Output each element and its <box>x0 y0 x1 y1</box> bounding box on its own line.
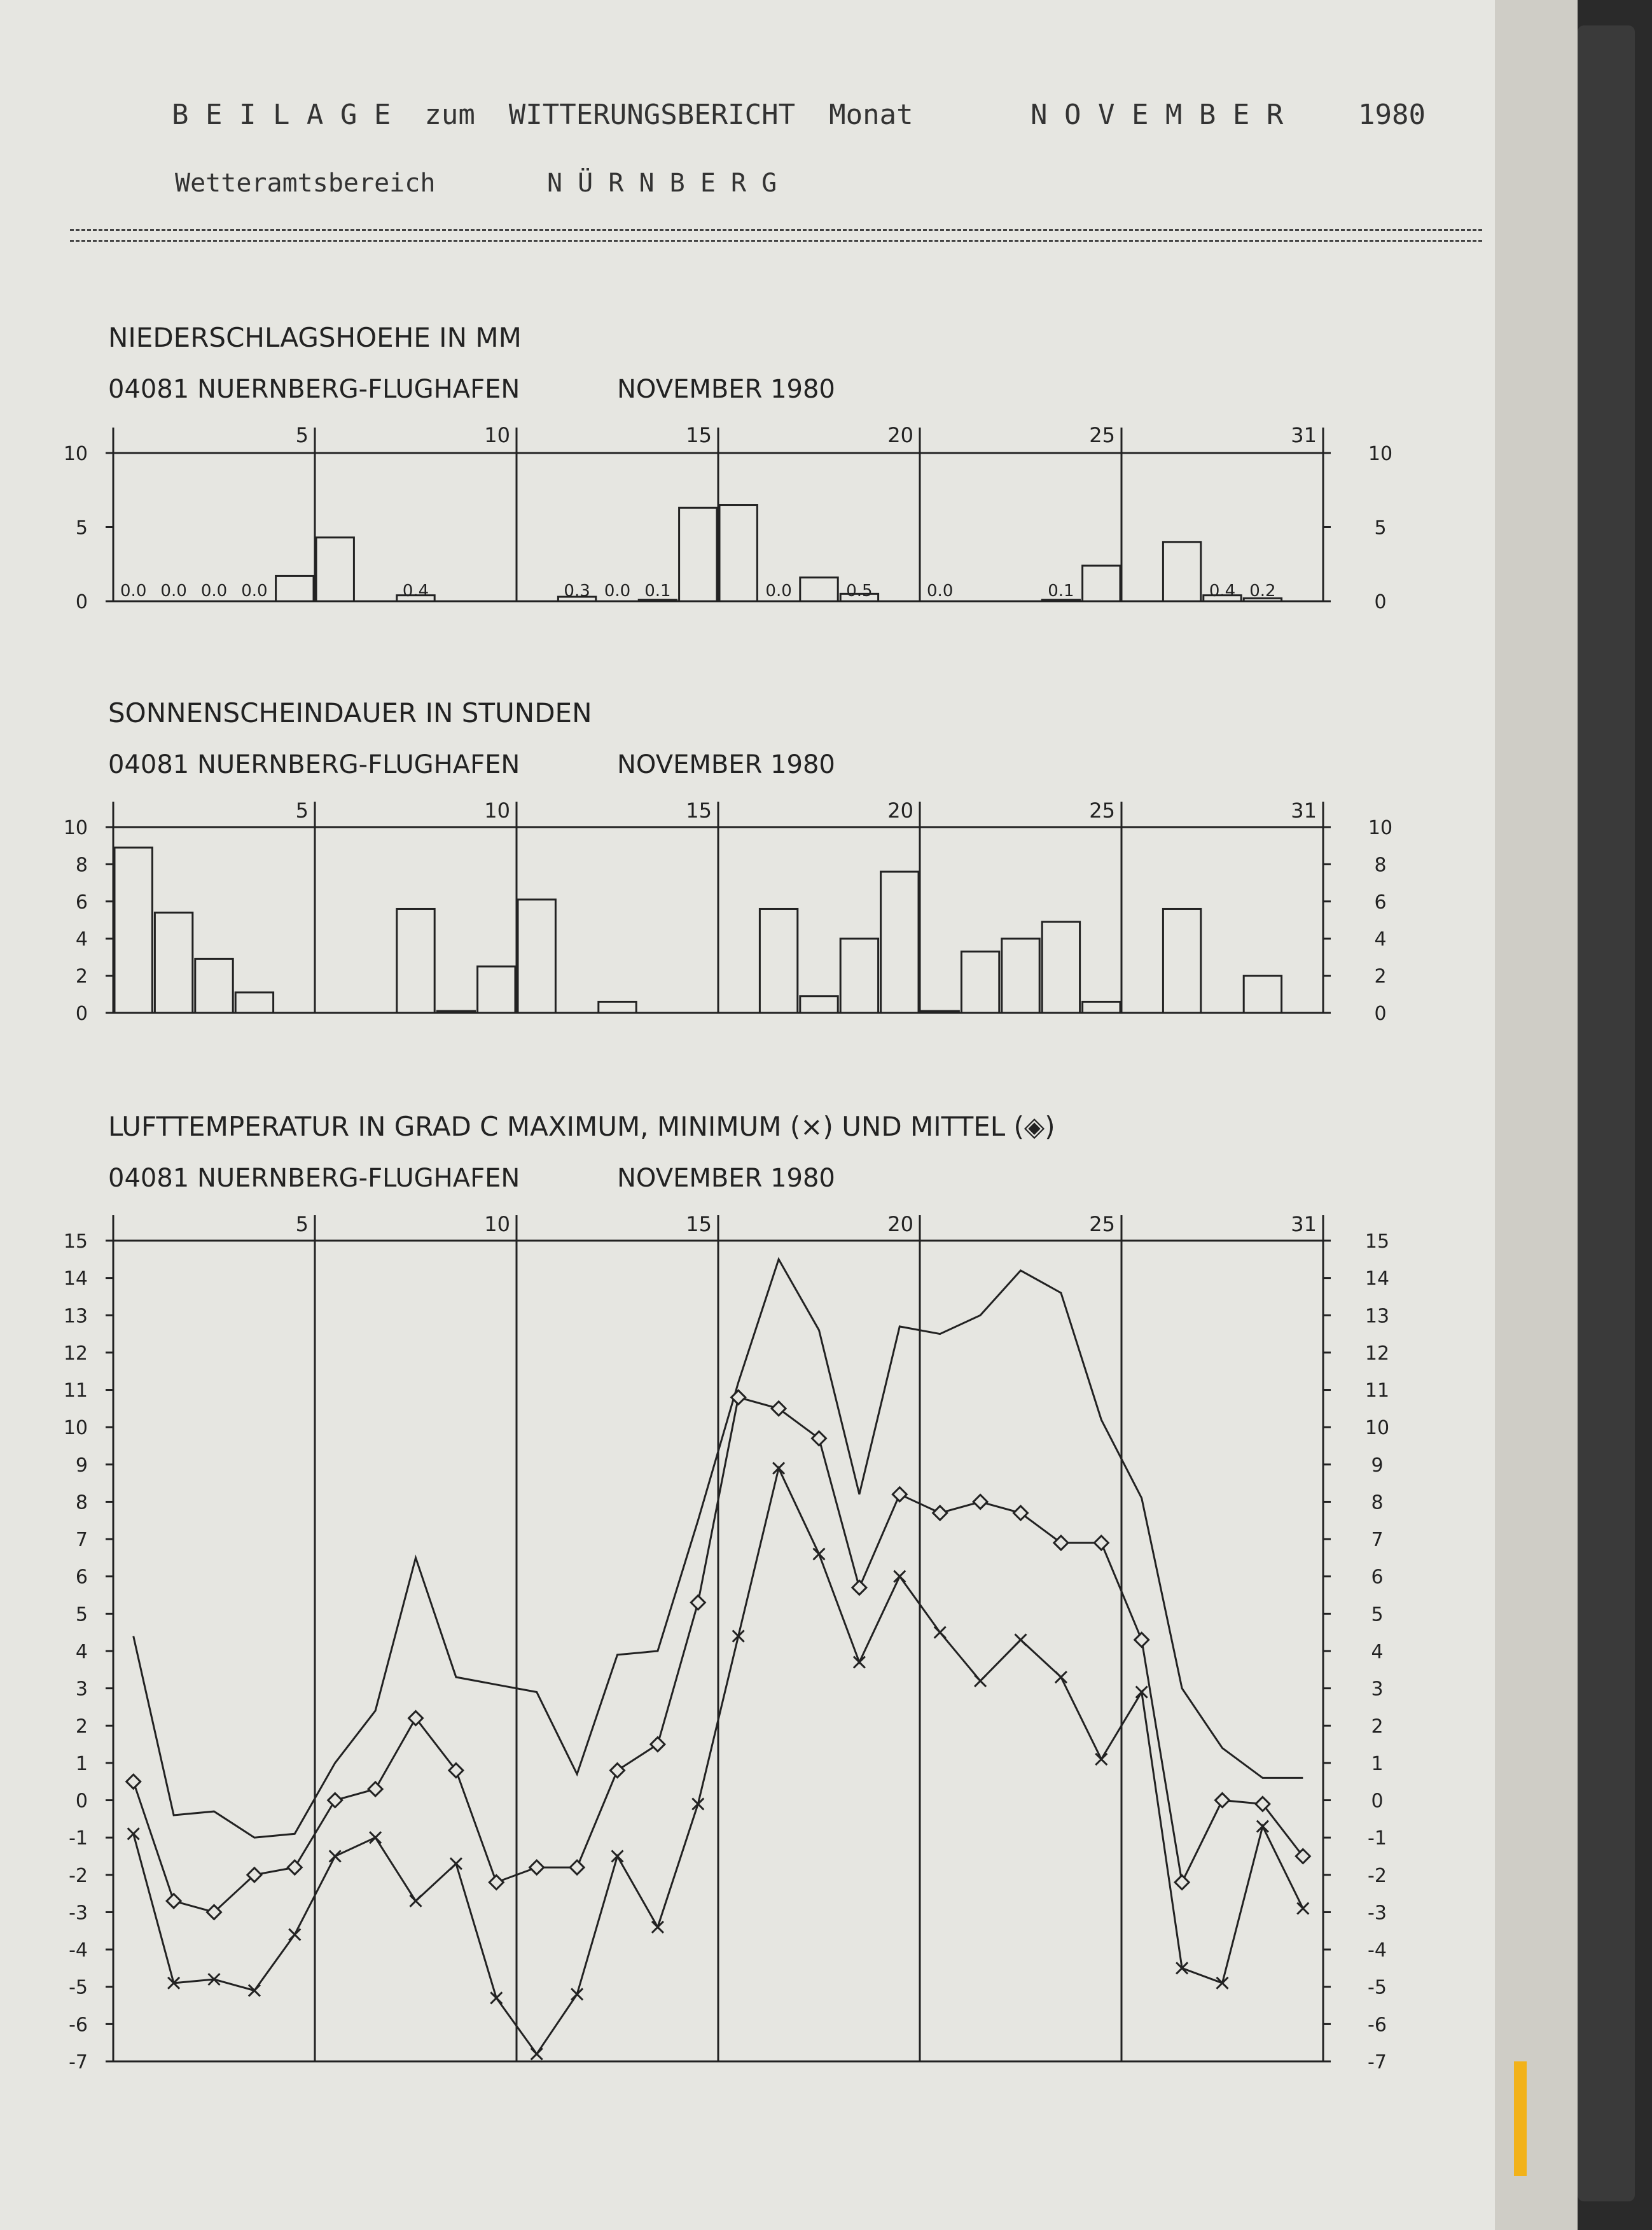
chart3-mean-marker-day-26 <box>1135 1633 1149 1647</box>
chart2-bar-day-2 <box>155 912 192 1013</box>
chart3-ytick-label-left: 12 <box>63 1342 88 1365</box>
chart3-ytick-label-right: 0 <box>1371 1790 1384 1813</box>
chart3-min-marker-day-8 <box>410 1895 422 1907</box>
chart3-min-marker-day-7 <box>370 1832 381 1843</box>
chart3-mean-marker-day-11 <box>530 1860 544 1874</box>
chart3-mean-marker-day-5 <box>288 1860 302 1874</box>
chart1-xtick-15: 15 <box>686 423 712 447</box>
chart3-ytick-label-right: 6 <box>1371 1566 1384 1589</box>
chart3-ytick-label-left: -5 <box>69 1976 88 1999</box>
chart3-ytick-label-left: 1 <box>75 1752 88 1775</box>
chart1-bar-day-27 <box>1163 542 1200 601</box>
chart2-bar-day-24 <box>1042 922 1079 1013</box>
chart1-data-label-day-4: 0.0 <box>241 582 268 601</box>
chart3-ytick-label-right: 9 <box>1371 1454 1384 1477</box>
chart2-ytick-label-left: 2 <box>75 965 88 988</box>
chart2-bar-day-22 <box>961 952 999 1013</box>
chart3-min-marker-day-20 <box>894 1571 905 1582</box>
chart2-station: 04081 NUERNBERG-FLUGHAFEN <box>108 750 520 779</box>
chart3-ytick-label-left: 5 <box>75 1603 88 1626</box>
chart2-bar-day-20 <box>881 872 919 1013</box>
chart3-ytick-label-left: -2 <box>69 1864 88 1887</box>
chart3-min-marker-day-14 <box>652 1921 663 1933</box>
chart3-mean-marker-day-1 <box>127 1774 141 1788</box>
chart3-min-marker-day-30 <box>1297 1903 1308 1914</box>
chart2-xtick-20: 20 <box>887 798 913 823</box>
chart3-ytick-label-right: 7 <box>1371 1529 1384 1552</box>
chart2-bar-day-29 <box>1244 976 1281 1013</box>
chart3-ytick-label-left: -4 <box>69 1939 88 1962</box>
header-year: 1980 <box>1358 99 1426 131</box>
chart3-mean-marker-day-25 <box>1094 1536 1108 1550</box>
chart1-data-label-day-24: 0.1 <box>1048 582 1074 601</box>
chart3-ytick-label-right: -3 <box>1368 1902 1387 1925</box>
chart1-xtick-20: 20 <box>887 423 913 447</box>
chart3-min-marker-day-4 <box>249 1985 260 1997</box>
chart1-ytick-label-left: 10 <box>63 443 88 465</box>
chart3-ytick-label-right: -5 <box>1368 1976 1387 1999</box>
chart1-ytick-label-right: 0 <box>1374 591 1387 613</box>
chart3-ytick-label-left: 11 <box>63 1379 88 1402</box>
chart1-xtick-31: 31 <box>1291 423 1317 447</box>
chart3-min-marker-day-25 <box>1095 1753 1107 1765</box>
chart3-mean-marker-day-20 <box>892 1488 906 1502</box>
chart1-title: NIEDERSCHLAGSHOEHE IN MM <box>108 322 522 353</box>
chart3-mean-marker-day-27 <box>1175 1876 1189 1890</box>
chart3-ytick-label-right: 15 <box>1364 1230 1390 1253</box>
chart3-ytick-label-left: 3 <box>75 1678 88 1701</box>
chart1-bar-day-6 <box>316 538 354 601</box>
chart2-ytick-label-right: 10 <box>1368 817 1393 839</box>
chart1-data-label-day-8: 0.4 <box>402 582 429 601</box>
chart3-title: LUFTTEMPERATUR IN GRAD C MAXIMUM, MINIMUM (×) UND MITTEL (◈) <box>108 1111 1055 1142</box>
header-month: N O V E M B E R <box>1031 99 1284 131</box>
chart2-ytick-label-left: 0 <box>75 1003 88 1025</box>
chart3-ytick-label-right: -7 <box>1368 2051 1387 2073</box>
chart3-period: NOVEMBER 1980 <box>617 1164 835 1193</box>
chart2-xtick-25: 25 <box>1089 798 1115 823</box>
chart3-ytick-label-right: 14 <box>1364 1267 1390 1290</box>
chart1-data-label-day-1: 0.0 <box>120 582 147 601</box>
chart3-min-marker-day-10 <box>490 1992 502 2004</box>
chart3-ytick-label-left: 6 <box>75 1566 88 1589</box>
chart2-bar-day-27 <box>1163 909 1200 1013</box>
chart3-mean-marker-day-19 <box>852 1580 866 1594</box>
chart1-station: 04081 NUERNBERG-FLUGHAFEN <box>108 375 520 404</box>
chart2-ytick-label-right: 8 <box>1374 854 1387 877</box>
chart2-ytick-label-left: 10 <box>63 817 88 839</box>
chart3-mean-marker-day-21 <box>933 1506 947 1520</box>
chart3-mean-marker-day-23 <box>1014 1506 1028 1520</box>
chart3-ytick-label-right: -4 <box>1368 1939 1387 1962</box>
chart3-ytick-label-right: 8 <box>1371 1491 1384 1514</box>
chart3-ytick-label-left: 10 <box>63 1417 88 1440</box>
chart2-bar-day-1 <box>115 847 152 1013</box>
chart2-bar-day-4 <box>235 993 273 1013</box>
chart2-ytick-label-right: 2 <box>1374 965 1387 988</box>
chart3-mean-marker-day-7 <box>368 1782 382 1796</box>
chart2-bar-day-11 <box>518 900 555 1013</box>
chart3-ytick-label-right: 1 <box>1371 1752 1384 1775</box>
chart1-ytick-label-right: 5 <box>1374 517 1387 540</box>
chart3-min-marker-day-22 <box>975 1675 986 1687</box>
chart3-ytick-label-left: 9 <box>75 1454 88 1477</box>
chart3-ytick-label-right: 5 <box>1371 1603 1384 1626</box>
chart3-min-marker-day-29 <box>1257 1821 1268 1832</box>
chart3-mean-marker-day-17 <box>772 1402 786 1416</box>
chart3-mean-marker-day-12 <box>570 1860 584 1874</box>
chart1-data-label-day-29: 0.2 <box>1249 582 1276 601</box>
chart3-ytick-label-right: -1 <box>1368 1827 1387 1850</box>
chart2-bar-day-17 <box>760 909 797 1013</box>
chart3-min-marker-day-11 <box>531 2048 543 2059</box>
chart3-ytick-label-left: -1 <box>69 1827 88 1850</box>
chart2-bar-day-9 <box>437 1011 475 1013</box>
chart2-bar-day-19 <box>840 938 878 1013</box>
chart3-xtick-25: 25 <box>1089 1212 1115 1236</box>
chart3-mean-marker-day-10 <box>489 1876 503 1890</box>
chart1-data-label-day-13: 0.0 <box>604 582 631 601</box>
chart3-min-marker-day-28 <box>1217 1977 1228 1989</box>
chart3-mean-marker-day-24 <box>1054 1536 1068 1550</box>
chart1-period: NOVEMBER 1980 <box>617 375 835 404</box>
region-name: N Ü R N B E R G <box>547 169 777 198</box>
chart3-ytick-label-right: 4 <box>1371 1641 1384 1663</box>
region-label: Wetteramtsbereich <box>175 169 436 198</box>
chart3-mean-marker-day-13 <box>611 1764 625 1778</box>
chart2-bar-day-8 <box>397 909 434 1013</box>
chart3-mean-marker-day-22 <box>973 1495 987 1509</box>
chart3-ytick-label-left: 8 <box>75 1491 88 1514</box>
chart3-mean-marker-day-18 <box>812 1432 826 1446</box>
chart1-data-label-day-17: 0.0 <box>765 582 792 601</box>
chart2-ytick-label-right: 4 <box>1374 928 1387 951</box>
chart3-min-marker-day-12 <box>571 1988 583 2000</box>
chart3-ytick-label-right: 12 <box>1364 1342 1390 1365</box>
chart1-data-label-day-28: 0.4 <box>1209 582 1236 601</box>
chart3-min-marker-day-13 <box>612 1851 623 1862</box>
chart3-ytick-label-right: 2 <box>1371 1715 1384 1738</box>
header-title: B E I L A G E zum WITTERUNGSBERICHT Monat <box>172 99 913 131</box>
chart3-mean-marker-day-15 <box>691 1596 705 1610</box>
chart3-min-marker-day-18 <box>814 1549 825 1560</box>
chart2-bar-day-21 <box>921 1011 959 1013</box>
chart3-ytick-label-left: 15 <box>63 1230 88 1253</box>
chart3-min-marker-day-9 <box>450 1858 462 1869</box>
chart3-ytick-label-right: 13 <box>1364 1305 1390 1328</box>
chart1-bar-day-15 <box>679 508 717 601</box>
chart2-bar-day-10 <box>478 966 515 1013</box>
chart1-ytick-label-left: 0 <box>75 591 88 613</box>
chart2-xtick-31: 31 <box>1291 798 1317 823</box>
chart3-ytick-label-left: 4 <box>75 1641 88 1663</box>
chart3-xtick-31: 31 <box>1291 1212 1317 1236</box>
chart1-data-label-day-14: 0.1 <box>644 582 671 601</box>
chart3-ytick-label-left: 7 <box>75 1529 88 1552</box>
chart3-ytick-label-left: 2 <box>75 1715 88 1738</box>
chart3-min-marker-day-5 <box>289 1929 300 1941</box>
chart3-ytick-label-left: -7 <box>69 2051 88 2073</box>
chart1-bar-day-25 <box>1083 566 1120 601</box>
chart3-ytick-label-right: 10 <box>1364 1417 1390 1440</box>
chart2-bar-day-13 <box>599 1001 636 1013</box>
chart3-ytick-label-left: -3 <box>69 1902 88 1925</box>
chart2-ytick-label-right: 6 <box>1374 891 1387 914</box>
chart3-mean-marker-day-2 <box>167 1894 181 1908</box>
chart2-ytick-label-left: 6 <box>75 891 88 914</box>
chart2-period: NOVEMBER 1980 <box>617 750 835 779</box>
chart3-min-marker-day-21 <box>934 1627 946 1638</box>
chart3-mean-marker-day-28 <box>1216 1794 1230 1808</box>
chart3-xtick-5: 5 <box>295 1212 309 1236</box>
chart2-bar-day-23 <box>1002 938 1039 1013</box>
chart2-bar-day-25 <box>1083 1001 1120 1013</box>
chart1-bar-day-5 <box>276 576 314 601</box>
chart3-ytick-label-left: 13 <box>63 1305 88 1328</box>
chart1-data-label-day-12: 0.3 <box>564 582 590 601</box>
chart2-title: SONNENSCHEINDAUER IN STUNDEN <box>108 697 592 728</box>
chart3-ytick-label-right: -2 <box>1368 1864 1387 1887</box>
chart3-min-marker-day-6 <box>330 1851 341 1862</box>
chart1-bar-day-18 <box>800 578 838 601</box>
chart3-min-marker-day-1 <box>128 1828 139 1839</box>
chart2-xtick-5: 5 <box>295 798 309 823</box>
chart3-min-marker-day-24 <box>1055 1671 1067 1683</box>
chart3-mean-marker-day-14 <box>651 1738 665 1752</box>
chart3-xtick-15: 15 <box>686 1212 712 1236</box>
chart3-ytick-label-left: -6 <box>69 2014 88 2037</box>
chart1-ytick-label-left: 5 <box>75 517 88 540</box>
chart2-bar-day-18 <box>800 996 838 1013</box>
chart2-ytick-label-left: 8 <box>75 854 88 877</box>
chart1-ytick-label-right: 10 <box>1368 443 1393 465</box>
chart3-xtick-20: 20 <box>887 1212 913 1236</box>
chart2-xtick-15: 15 <box>686 798 712 823</box>
chart3-ytick-label-left: 0 <box>75 1790 88 1813</box>
chart3-ytick-label-right: 3 <box>1371 1678 1384 1701</box>
chart3-min-marker-day-23 <box>1015 1634 1027 1645</box>
chart1-data-label-day-21: 0.0 <box>927 582 954 601</box>
chart1-data-label-day-2: 0.0 <box>160 582 187 601</box>
chart1-xtick-10: 10 <box>484 423 510 447</box>
chart1-bar-day-16 <box>719 505 757 601</box>
chart3-min-marker-day-19 <box>854 1657 865 1668</box>
chart1-xtick-5: 5 <box>295 423 309 447</box>
chart1-data-label-day-3: 0.0 <box>200 582 228 601</box>
chart2-ytick-label-left: 4 <box>75 928 88 951</box>
chart2-xtick-10: 10 <box>484 798 510 823</box>
chart2-ytick-label-right: 0 <box>1374 1003 1387 1025</box>
chart3-ytick-label-right: 11 <box>1364 1379 1390 1402</box>
chart3-xtick-10: 10 <box>484 1212 510 1236</box>
chart3-ytick-label-right: -6 <box>1368 2014 1387 2037</box>
chart3-mean-marker-day-6 <box>328 1794 342 1808</box>
chart3-station: 04081 NUERNBERG-FLUGHAFEN <box>108 1164 520 1193</box>
chart2-bar-day-3 <box>195 959 233 1013</box>
chart3-ytick-label-left: 14 <box>63 1267 88 1290</box>
chart1-data-label-day-19: 0.5 <box>846 582 873 601</box>
chart1-xtick-25: 25 <box>1089 423 1115 447</box>
